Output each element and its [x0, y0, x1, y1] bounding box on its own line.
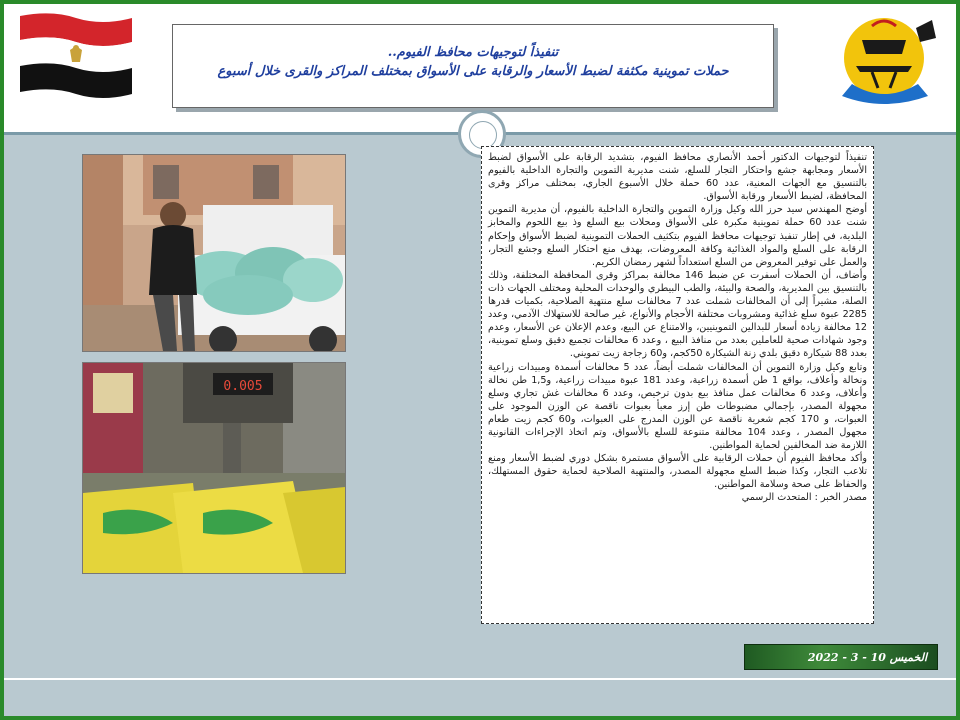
- article-body: [481, 146, 874, 624]
- headline-line-1: تنفيذاً لتوجيهات محافظ الفيوم..: [387, 45, 559, 60]
- article-source: مصدر الخبر : المتحدث الرسمي: [741, 492, 867, 504]
- article-paragraph-1: تنفيذاً لتوجيهات الدكتور أحمد الأنصاري محافظ الفيوم، بتشديد الرقابة على الأسواق لضبط الأسعار ومجابهة جشع واحتكار التجار للسلع، شنت مديرية التموين والتجارة الداخلية بالفيوم بالتنسيق مع الجهات المعنية، عدد 60 حملة خلال الأسبوع الجاري، بمختلف مراكز وقرى المحافظة، لضبط الأسعار ورقابة الأسواق.: [488, 152, 867, 203]
- egypt-flag-icon: [12, 10, 137, 105]
- headline-line-2: حملات تموينية مكثفة لضبط الأسعار والرقابة على الأسواق بمختلف المراكز والقرى خلال أسبوع: [217, 64, 729, 79]
- border-bottom: [0, 716, 960, 720]
- photo-scale-sacks: [82, 362, 346, 574]
- article-paragraph-3: وأضاف، أن الحملات أسفرت عن ضبط 146 مخالفة بمراكز وقرى المحافظة المختلفة، وذلك بالتنسيق بين المديرية، والصحة والبيئة، والطب البيطري والوحدات المحلية ومختلف الجهات ذات الصلة، مشيراً إلى أن المخالفات شملت عدد 7 مخالفات سلع منتهية الصلاحية، بكميات قدرها 2285 عبوة سلع غذائية ومشروبات مختلفة الأحجام والأنواع، غير صالحة للاستهلاك الآدمي، وعدد 12 مخالفة زيادة أسعار للبدالين التموينيين، والامتناع عن البيع، وعدم الإعلان عن الأسعار، وعدم وجود شهادات صحية للعاملين بعدد من منافذ البيع ، وعدد 6 مخالفات تجميع دقيق وسلع تموينية، بعدد 88 شيكارة دقيق بلدي زنة الشيكارة 50كجم، و60 زجاجة زيت تمويني.: [488, 269, 867, 360]
- date-strip: الخميس 10 - 3 - 2022: [744, 644, 938, 670]
- fayoum-governorate-logo-icon: [832, 8, 944, 108]
- photo-truck-inspection: [82, 154, 346, 352]
- headline-box: [172, 24, 774, 108]
- border-right: [956, 0, 960, 720]
- decorative-circle-inner: [469, 121, 497, 149]
- article-paragraph-2: أوضح المهندس سيد حرز الله وكيل وزارة التموين والتجارة الداخلية بالفيوم، أن مديرية التموين شنت عدد 60 حملة تموينية مكبرة على الأسواق ومحلات بيع السلع وذ بيع اللحوم والمخابز البلدية، في إطار تنفيذ توجيهات محافظ الفيوم بتكثيف الحملات التموينية لضبط الأسواق وإحكام الرقابة على السلع والمواد الغذائية وكافة المعروضات، بهدف منع احتكار السلع وجشع التجار، والعمل على توفير المعروض من السلع استعداداً لشهر رمضان الكريم.: [488, 204, 867, 268]
- article-paragraph-4: وتابع وكيل وزارة التموين أن المخالفات شملت أيضاً، عدد 5 مخالفات أسمدة ومبيدات زراعية ونخالة وأعلاف، بواقع 1 طن أسمدة زراعية، وعدد 181 عبوة مبيدات زراعية، و1,5 طن نخالة وأعلاف، وعدد 6 مخالفات عمل منافذ بيع بدون ترخيص، وعدد 6 مخالفات غش تجاري وسلع مجهولة المصدر، بإجمالي مضبوطات طن إرز معبأ بعبوات ناقصة عن الوزن الموجود على العبوات، و 170 كجم شعرية ناقصة عن الوزن المدرج على العبوات، و60 كجم زيت طعام مجهول المصدر ، وعدد 104 مخالفة متنوعة للسلع بالأسواق، وتم اتخاذ الإجراءات القانونية اللازمة ضد المخالفين لحماية المواطنين.: [488, 361, 868, 452]
- svg-text:0.005: 0.005: [223, 379, 263, 394]
- article-paragraph-5: وأكد محافظ الفيوم أن حملات الرقابية على الأسواق مستمرة بشكل دوري لضبط الأسعار ومنع تلاعب التجار، وكذا ضبط السلع مجهولة المصدر، والمنتهية الصلاحية لحماية حقوق المستهلك، والحفاظ على صحة وسلامة المواطنين.: [488, 453, 867, 491]
- bottom-rule: [4, 678, 956, 680]
